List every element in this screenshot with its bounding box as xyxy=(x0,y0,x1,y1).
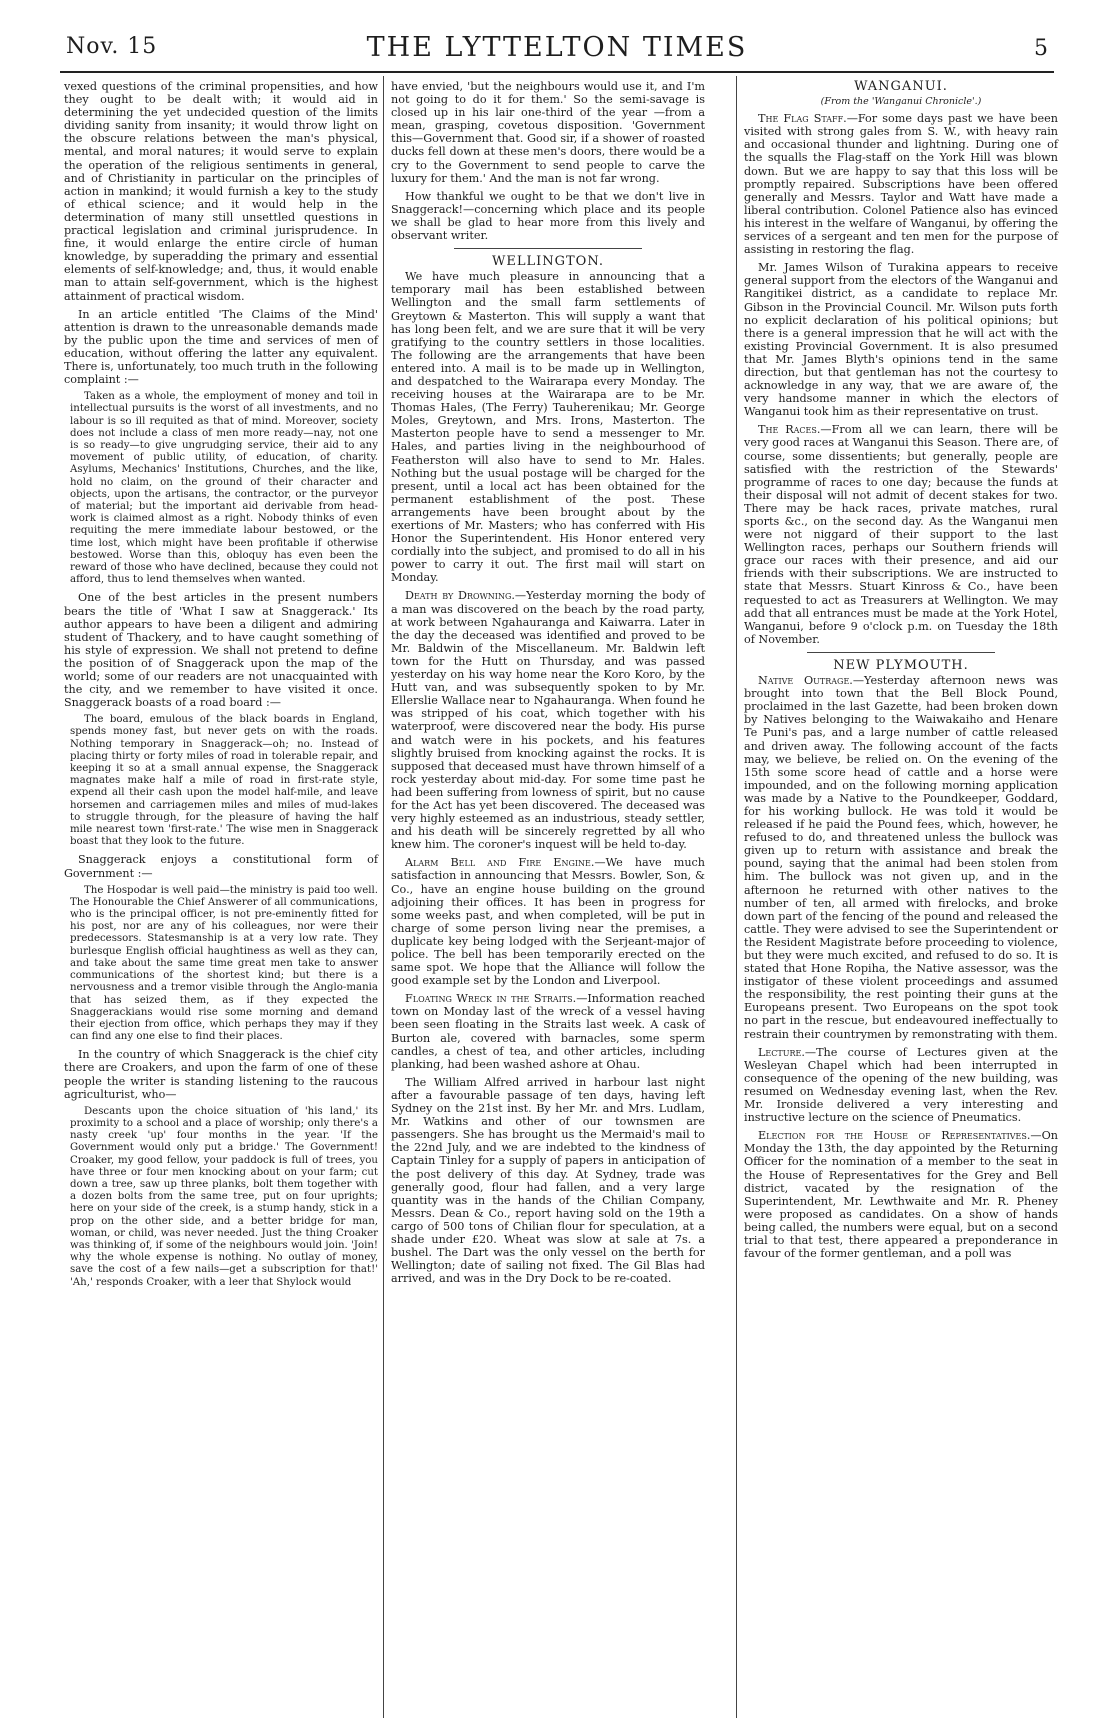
quoted-extract: The board, emulous of the black boards in England, spends money fast, but never gets on with the roads. Nothing temporary in Snaggerack—oh; no. Instead of placing thirty or forty miles of road in tolerable repair, and keeping it so at a small annual expense, the Snaggerack magnates make half a mile of road in first-rate style, expend all their cash upon the model half-mile, and leave horsemen and carriagemen miles and miles of mud-lakes to struggle through, for the pleasure of having the half mile nearest town 'first-rate.' The wise men in Snaggerack boast that they look to the future. xyxy=(70,714,378,848)
news-item xyxy=(744,1046,1058,1125)
paragraph: Snaggerack enjoys a constitutional form of Government :— xyxy=(64,853,378,880)
news-item xyxy=(391,856,705,987)
paragraph: How thankful we ought to be that we don't live in Snaggerack!—concerning which place and its people we shall be glad to hear more from this lively and observant writer. xyxy=(391,189,705,243)
section-rule xyxy=(807,652,995,653)
paragraph: have envied, 'but the neighbours would use it, and I'm not going to do it for them.' So the semi-savage is closed up in his lair one-third of the year —from a mean, grasping, covetous disposition. 'Government this—Government that. Good sir, if a shower of roasted ducks fell down at these men's doors, there would be a cry to the Government to send people to carve the luxury for them.' And the man is not far wrong. xyxy=(391,80,705,185)
issue-date: Nov. 15 xyxy=(66,34,158,59)
item-title: The Races. xyxy=(758,423,821,437)
item-title: Election for the House of Representatives. xyxy=(758,1129,1031,1143)
quoted-extract: Taken as a whole, the employment of money and toil in intellectual pursuits is the worst of all investments, and no labour is so ill requited as that of mind. Moreover, society does not include a class of men more ready—nay, not one is so ready—to give ungrudging service, their aid to any movement of public utility, of education, of charity. Asylums, Mechanics' Institutions, Churches, and the like, hold no claim, on the ground of their character and objects, upon the artisans, the contractor, or the purveyor of material; but the important aid derivable from head-work is claimed almost as a right. Nobody thinks of even requiting the mere immediate labour bestowed, or the time lost, which might have been profitable if otherwise bestowed. Worse than this, obloquy has even been the reward of those who have declined, because they could not afford, thus to lend themselves when wanted. xyxy=(70,391,378,586)
item-title: Death by Drowning. xyxy=(405,589,515,603)
column-3 xyxy=(744,80,1058,1265)
item-title: Floating Wreck in the Straits. xyxy=(405,992,577,1006)
item-body: —For some days past we have been visited with strong gales from S. W., with heavy rain and occasional thunder and lightning. During one of the squalls the Flag-staff on the York Hill was blown down. But we are happy to say that this loss will be promptly repaired. Subscriptions have been offered generally and Messrs. Taylor and Watt have made a liberal contribution. Colonel Patience also has evinced his interest in the welfare of Wanganui, by offering the services of a sergeant and ten men for the purpose of assisting in restoring the flag. xyxy=(744,112,1058,257)
source-credit: (From the 'Wanganui Chronicle'.) xyxy=(820,96,982,108)
paragraph: vexed questions of the criminal propensities, and how they ought to be dealt with; it would aid in determining the yet undecided question of the limits dividing sanity from insanity; it would throw light on the obscure relations between the man's physical, mental, and moral natures; it would serve to explain the operation of the religious sentiments in general, and of Christianity in particular on the principles of action in mankind; it would furnish a key to the study of ethical science; and it would help in the determination of many still unsettled questions in practical legislation and criminal jurisprudence. In fine, it would enlarge the entire circle of human knowledge, by superadding the primary and essential elements of self-knowledge; and, thus, it would enable man to attain self-government, which is the highest attainment of practical wisdom. xyxy=(64,80,378,303)
item-title: The Flag Staff. xyxy=(758,112,847,126)
paragraph: In an article entitled 'The Claims of the Mind' attention is drawn to the unreasonable demands made by the public upon the time and services of men of education, without offering the latter any equivalent. There is, unfortunately, too much truth in the following complaint :— xyxy=(64,307,378,387)
news-item xyxy=(391,992,705,1071)
newspaper-title: THE LYTTELTON TIMES xyxy=(366,32,748,63)
masthead xyxy=(60,26,1054,66)
column-2 xyxy=(391,80,705,1290)
paragraph: In the country of which Snaggerack is the chief city there are Croakers, and upon the farm of one of these people the writer is standing listening to the raucous agriculturist, who— xyxy=(64,1048,378,1101)
item-body: —We have much satisfaction in announcing that Messrs. Bowler, Son, & Co., have an engine house building on the ground adjoining their offices. It has been in progress for some weeks past, and when completed, will be put in charge of some person living near the premises, a duplicate key being lodged with the Serjeant-major of police. The bell has been temporarily erected on the same spot. We hope that the Alliance will follow the good example set by the London and Liverpool. xyxy=(391,856,705,988)
section-heading-new-plymouth: NEW PLYMOUTH. xyxy=(833,657,969,673)
item-body: —Yesterday morning the body of a man was discovered on the beach by the road party, at work between Ngahauranga and Kaiwarra. Later in the day the deceased was identified and proved to be Mr. Baldwin of the Miscellaneum. Mr. Baldwin left town for the Hutt on Thursday, and was passed yesterday on his way home near the Koro Koro, by the Hutt van, and was subsequently spoken to by Mr. Ellerslie Wallace near to Ngahauranga. When found he was stripped of his coat, which together with his waterproof, were discovered near the body. His purse and watch were in his pockets, and his features slightly bruised from knocking against the rocks. It is supposed that deceased must have thrown himself of a rock yesterday about mid-day. For some time past he had been suffering from lowness of spirit, but no cause for the Act has yet been discovered. The deceased was very highly esteemed as an industrious, steady settler, and his death will be sincerely regretted by all who knew him. The coroner's inquest will be held to-day. xyxy=(391,589,705,852)
news-item xyxy=(744,423,1058,646)
item-body: —Information reached town on Monday last of the wreck of a vessel having been seen floating in the Straits last week. A cask of Burton ale, covered with barnacles, some sperm candles, a chest of tea, and other articles, including planking, had been washed ashore at Ohau. xyxy=(391,992,705,1071)
quoted-extract: The Hospodar is well paid—the ministry is paid too well. The Honourable the Chief Answerer of all communications, who is the principal officer, is not pre-eminently fitted for his post, nor are any of his colleagues, nor were their predecessors. Statesmanship is at a very low rate. They burlesque English official haughtiness as well as they can, and take about the same time great men take to answer communications of the shortest kind; but there is a nervousness and a tremor visible through the Anglo-mania that has seized them, as if they expected the Snaggerackians would rise some morning and demand their ejection from office, which perhaps they may if they can find any one else to find their places. xyxy=(70,884,378,1043)
section-rule xyxy=(454,248,642,249)
news-item xyxy=(391,589,705,851)
section-heading-wellington: WELLINGTON. xyxy=(491,254,605,270)
paragraph: The William Alfred arrived in harbour last night after a favourable passage of ten days, having left Sydney on the 21st inst. By her Mr. and Mrs. Ludlam, Mr. Watkins and other of our townsmen are passengers. She has brought us the Mermaid's mail to the 22nd July, and we are indebted to the kindness of Captain Tinley for a supply of papers in anticipation of the post delivery of this day. At Sydney, trade was generally good, flour had fallen, and a very large quantity was in the hands of the Chilian Company, Messrs. Dean & Co., report having sold on the 19th a cargo of 500 tons of Chilian flour for speculation, at a shade under £20. Wheat was slow at sale at 7s. a bushel. The Dart was the only vessel on the berth for Wellington; date of sailing not fixed. The Gil Blas had arrived, and was in the Dry Dock to be re-coated. xyxy=(391,1075,705,1286)
paragraph: One of the best articles in the present numbers bears the title of 'What I saw at Snaggerack.' Its author appears to have been a diligent and admiring student of Thackery, and to have caught something of his style of expression. We shall not pretend to define the position of of Snaggerack upon the map of the world; some of our readers are not unacquainted with the city, and we remember to have visited it once. Snaggerack boasts of a road board :— xyxy=(64,591,378,710)
masthead-rule xyxy=(60,71,1054,73)
quoted-extract: Descants upon the choice situation of 'his land,' its proximity to a school and a place of worship; only there's a nasty creek 'up' four months in the year. 'If the Government would only put a bridge.' The Government! Croaker, my good fellow, your paddock is full of trees, you have three or four men knocking about on your farm; cut down a tree, saw up three planks, bolt them together with a dozen bolts from the same tree, put on four uprights; here on your side of the creek, is a stump handy, stick in a prop on the other side, and a better bridge for man, woman, or child, was never needed. Just the thing Croaker was thinking of, if some of the neighbours would join. 'Join! why the whole expense is nothing. No outlay of money, save the cost of a few nails—get a subscription for that!' 'Ah,' responds Croaker, with a leer that Shylock would xyxy=(70,1105,378,1288)
page-number: 5 xyxy=(1034,36,1048,61)
column-1 xyxy=(64,80,378,1294)
item-body: —On Monday the 13th, the day appointed by the Returning Officer for the nomination of a member to the seat in the House of Representatives for the Grey and Bell district, vacated by the resignation of the Superintendent, Mr. Lewthwaite and Mr. R. Pheney were proposed as candidates. On a show of hands being called, the numbers were equal, but on a second trial to that test, there appeared a preponderance in favour of the former gentleman, and a poll was xyxy=(744,1129,1058,1261)
item-body: —From all we can learn, there will be very good races at Wanganui this Season. There are, of course, some dissentients; but generally, people are satisfied with the restriction of the Stewards' programme of races to one day; because the funds at their disposal will not admit of decent stakes for two. There may be hack races, private matches, rural sports &c., on the second day. As the Wanganui men were not niggard of their support to the last Wellington races, perhaps our Southern friends will grace our races with their presence, and aid our friends with their subscriptions. We are instructed to state that Messrs. Stuart Kinross & Co., have been requested to act as Treasurers at Wellington. We may add that all entrances must be made at the York Hotel, Wanganui, before 9 o'clock p.m. on Tuesday the 18th of November. xyxy=(744,423,1058,646)
item-title: Native Outrage. xyxy=(758,674,853,688)
column-divider xyxy=(736,76,737,1718)
news-item xyxy=(744,1129,1058,1260)
item-body: —Yesterday afternoon news was brought into town that the Bell Block Pound, proclaimed in the last Gazette, had been broken down by Natives belonging to the Waiwakaiho and Henare Te Puni's pas, and a large number of cattle released and driven away. The following account of the facts may, we believe, be relied on. On the evening of the 15th some score head of cattle and a horse were impounded, and on the following morning application was made by a Native to the Poundkeeper, Goddard, for his working bullock. He was told it would be released if he paid the Pound fees, which, however, he refused to do, and threatened unless the bullock was given up to return with assistance and break the pound, saying that the animal had been stolen from him. The bullock was not given up, and in the afternoon he returned with other natives to the number of ten, all armed with firelocks, and broke down part of the fencing of the pound and released the cattle. They were advised to see the Superintendent or the Resident Magistrate before proceeding to violence, but they were much excited, and refused to do so. It is stated that Hone Ropiha, the Native assessor, was the instigator of these violent proceedings and assumed the responsibility, the rest pointing their guns at the Europeans present. Two Europeans on the spot took no part in the rescue, but endeavoured ineffectually to restrain their countrymen by remonstrating with them. xyxy=(744,674,1058,1041)
section-heading-wanganui: WANGANUI. xyxy=(854,79,948,94)
news-item xyxy=(744,112,1058,256)
column-divider xyxy=(383,76,384,1718)
paragraph: We have much pleasure in announcing that a temporary mail has been established between Wellington and the small farm settlements of Greytown & Masterton. This will supply a want that has long been felt, and we are sure that it will be very gratifying to the country settlers in those localities. The following are the arrangements that have been entered into. A mail is to be made up in Wellington, and despatched to the Wairarapa every Monday. The receiving houses at the Wairarapa are to be Mr. Thomas Hales, (The Ferry) Tauherenikau; Mr. George Moles, Greytown, and Mrs. Irons, Masterton. The Masterton people have to send a messenger to Mr. Hales, and parties living in the neighbourhood of Featherston will also have to send to Mr. Hales. Nothing but the usual postage will be charged for the present, until a local act has been obtained for the permanent establishment of the post. These arrangements have been brought about by the exertions of Mr. Masters; who has conferred with His Honor the Superintendent. His Honor entered very cordially into the subject, and promised to do all in his power to carry it out. The first mail will start on Monday. xyxy=(391,270,705,585)
item-title: Alarm Bell and Fire Engine. xyxy=(405,856,595,870)
news-item xyxy=(744,674,1058,1041)
item-title: Lecture. xyxy=(758,1045,805,1059)
item-body: —The course of Lectures given at the Wesleyan Chapel which had been interrupted in consequence of the opening of the new building, was resumed on Wednesday evening last, when the Rev. Mr. Ironside delivered a very interesting and instructive lecture on the science of Pneumatics. xyxy=(744,1045,1058,1125)
paragraph: Mr. James Wilson of Turakina appears to receive general support from the electors of the Wanganui and Rangitikei district, as a candidate to replace Mr. Gibson in the Provincial Council. Mr. Wilson puts forth no explicit declaration of his political opinions; but there is a general impression that he will act with the existing Provincial Government. It is also presumed that Mr. James Blyth's opinions tend in the same direction, but that gentleman has not the courtesy to acknowledge in any way, that we are aware of, the very handsome manner in which the electors of Wanganui took him as their representative on trust. xyxy=(744,261,1058,419)
